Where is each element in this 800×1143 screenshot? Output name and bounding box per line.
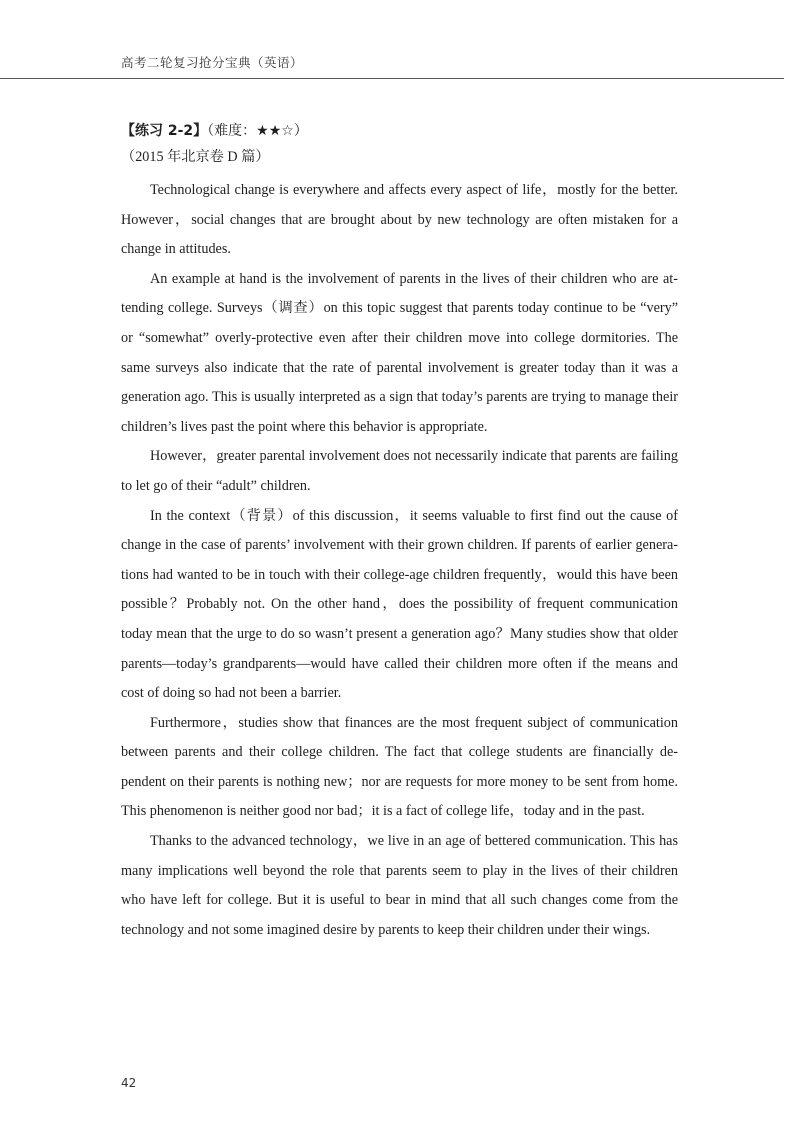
difficulty-rating: （难度：★★☆） [207,123,308,139]
page-number: 42 [121,1076,137,1090]
paragraph-5: Furthermore，studies show that finances are the most frequent subject of communication between parents and their college children. The fact that college students are financially dependent on their parents is nothing new；nor are requests for more money to be sent from home. This phenomenon is neither good nor bad；it is a fact of college life，today and in the past. [121,714,678,820]
paragraph-6: Thanks to the advanced technology，we live in an age of bettered communication. This has many implications well beyond the role that parents seem to play in the lives of their children who have left for college. But it is useful to bear in mind that all such changes come from the technology and not some imagined desire by parents to keep their children under their wings. [121,833,678,938]
paragraph-3: However，greater parental involvement does not necessarily indicate that parents are failing to let go of their “adult” children. [121,448,678,494]
exercise-source: （2015 年北京卷 D 篇） [121,149,270,165]
exercise-body [121,118,678,945]
header-divider [0,78,784,79]
paragraph-4: In the context（背景）of this discussion，it seems valuable to first find out the cause of change in the case of parents’ involvement with their grown children. If parents of earlier generations had wanted to be in touch with their college-age children frequently，would this have been possible？Probably not. On the other hand，does the possibility of frequent communication today mean that the urge to do so wasn’t present a generation ago？Many studies show that older parents—today’s grandparents—would have called their children more often if the means and cost of doing so had not been a barrier. [121,507,678,702]
exercise-heading [121,118,678,144]
running-header: 高考二轮复习抢分宝典（英语） [121,55,304,70]
exercise-label: 【练习 2-2】 [121,123,208,139]
paragraph-2: An example at hand is the involvement of parents in the lives of their children who are attending college. Surveys（调查）on this topic suggest that parents today continue to be “very” or “somewhat” overly-protective even after their children move into college dormitories. The same surveys also indicate that the rate of parental involvement is greater today than it was a generation ago. This is usually interpreted as a sign that today’s parents are trying to manage their children’s lives past the point where this behavior is appropriate. [121,270,678,435]
paragraph-1: Technological change is everywhere and affects every aspect of life，mostly for the better. However，social changes that are brought about by new technology are often mistaken for a change in attitudes. [121,182,678,258]
